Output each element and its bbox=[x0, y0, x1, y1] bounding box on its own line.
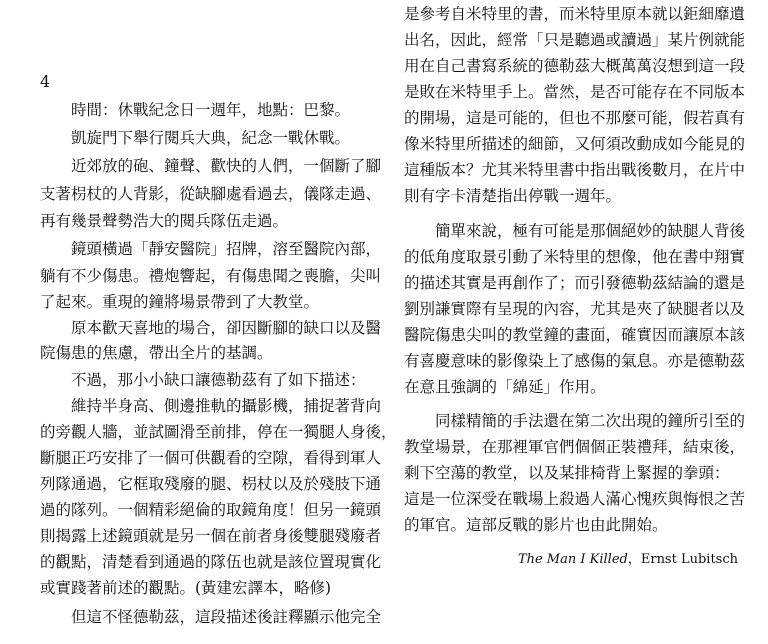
film-director: Ernst Lubitsch bbox=[640, 552, 738, 567]
text-line: 在意且強調的「綿延」作用。 bbox=[404, 378, 606, 396]
text-line: 的開場，這是可能的，但也不那麼可能，假若真有 bbox=[404, 109, 746, 127]
text-line: 列隊通過，它框取殘廢的腿、枴杖以及於殘肢下通 bbox=[40, 475, 382, 493]
text-line: 支著枴杖的人背影，從缺腳處看過去，儀隊走過、 bbox=[40, 185, 382, 203]
text-line: 但這不怪德勒茲，這段描述後註釋顯示他完全 bbox=[71, 608, 382, 626]
text-line: 簡單來說，極有可能是那個絕妙的缺腿人背後 bbox=[435, 222, 746, 240]
text-line: 近郊放的砲、鐘聲、歡快的人們，一個斷了腳 bbox=[71, 157, 382, 175]
text-line: 醫院傷患尖叫的教堂鐘的畫面，確實因而讓原本該 bbox=[404, 326, 746, 344]
text-line: 則有字卡清楚指出停戰一週年。 bbox=[404, 187, 622, 205]
text-line: 用在自己書寫系統的德勒茲大概萬萬沒想到這一段 bbox=[404, 57, 746, 75]
text-line: 劉別謙實際有呈現的內容，尤其是夾了缺腿者以及 bbox=[404, 300, 746, 318]
text-line: 過的隊列。一個精彩絕倫的取鏡角度！但另一鏡頭 bbox=[40, 501, 382, 519]
text-line: 時間：休戰紀念日一週年，地點：巴黎。 bbox=[71, 101, 351, 119]
text-line: 像米特里所描述的細節，又何須改動成如今能見的 bbox=[404, 135, 746, 153]
page-number: 4 bbox=[40, 72, 51, 91]
text-line: 凱旋門下舉行閱兵大典，紀念一戰休戰。 bbox=[71, 129, 351, 147]
text-line: 剩下空蕩的教堂，以及某排椅背上緊握的拳頭： bbox=[404, 464, 730, 482]
text-line: 是參考自米特里的書，而米特里原本就以鉅細靡遺 bbox=[404, 5, 746, 23]
text-line: 則揭露上述鏡頭就是另一個在前者身後雙腿殘廢者 bbox=[40, 527, 382, 545]
text-line: 是敗在米特里手上。當然，是否可能存在不同版本 bbox=[404, 83, 746, 101]
text-line: 這種版本？尤其米特里書中指出戰後數月，在片中 bbox=[404, 161, 746, 179]
text-line: 這是一位深受在戰場上殺過人滿心愧疚與悔恨之苦 bbox=[404, 490, 746, 508]
text-line: 的軍官。這部反戰的影片也由此開始。 bbox=[404, 516, 668, 534]
text-line: 躺有不少傷患。禮炮響起，有傷患聞之喪膽，尖叫 bbox=[40, 267, 382, 285]
film-title: The Man I Killed bbox=[517, 552, 628, 567]
text-line: 了起來。重現的鐘將場景帶到了大教堂。 bbox=[40, 293, 320, 311]
text-line: 的觀點，清楚看到通過的隊伍也就是該位置現實化 bbox=[40, 553, 382, 571]
text-line: 院傷患的焦慮，帶出全片的基調。 bbox=[40, 344, 273, 362]
figure-caption bbox=[518, 548, 738, 567]
text-line: 不過，那小小缺口讓德勒茲有了如下描述： bbox=[71, 371, 366, 389]
text-line: 出名，因此，經常「只是聽過或讀過」某片例就能 bbox=[404, 31, 746, 49]
text-line: 斷腿正巧安排了一個可供觀看的空隙，看得到軍人 bbox=[40, 449, 382, 467]
text-line: 原本歡天喜地的場合，卻因斷腳的缺口以及醫 bbox=[71, 319, 382, 337]
text-line: 的旁觀人牆，並試圖滑至前排，停在一獨腿人身後， bbox=[40, 423, 397, 441]
text-line: 同樣精簡的手法還在第二次出現的鐘所引至的 bbox=[435, 412, 746, 430]
text-line: 的低角度取景引動了米特里的想像，他在書中翔實 bbox=[404, 248, 746, 266]
text-line: 教堂場景，在那裡軍官們個個正裝禮拜，結束後， bbox=[404, 438, 746, 456]
text-line: 鏡頭橫過「靜安醫院」招牌，溶至醫院內部， bbox=[71, 240, 382, 258]
text-line: 或實踐著前述的觀點。(黃建宏譯本，略修) bbox=[40, 579, 332, 597]
text-line: 的描述其實是再創作了；而引發德勒茲結論的還是 bbox=[404, 274, 746, 292]
text-line: 再有幾景聲勢浩大的閱兵隊伍走過。 bbox=[40, 212, 289, 230]
text-line: 有喜慶意味的影像染上了感傷的氣息。亦是德勒茲 bbox=[404, 352, 746, 370]
text-line: 維持半身高、側邊推軌的攝影機，捕捉著背向 bbox=[71, 397, 382, 415]
caption-separator: ， bbox=[627, 552, 641, 567]
